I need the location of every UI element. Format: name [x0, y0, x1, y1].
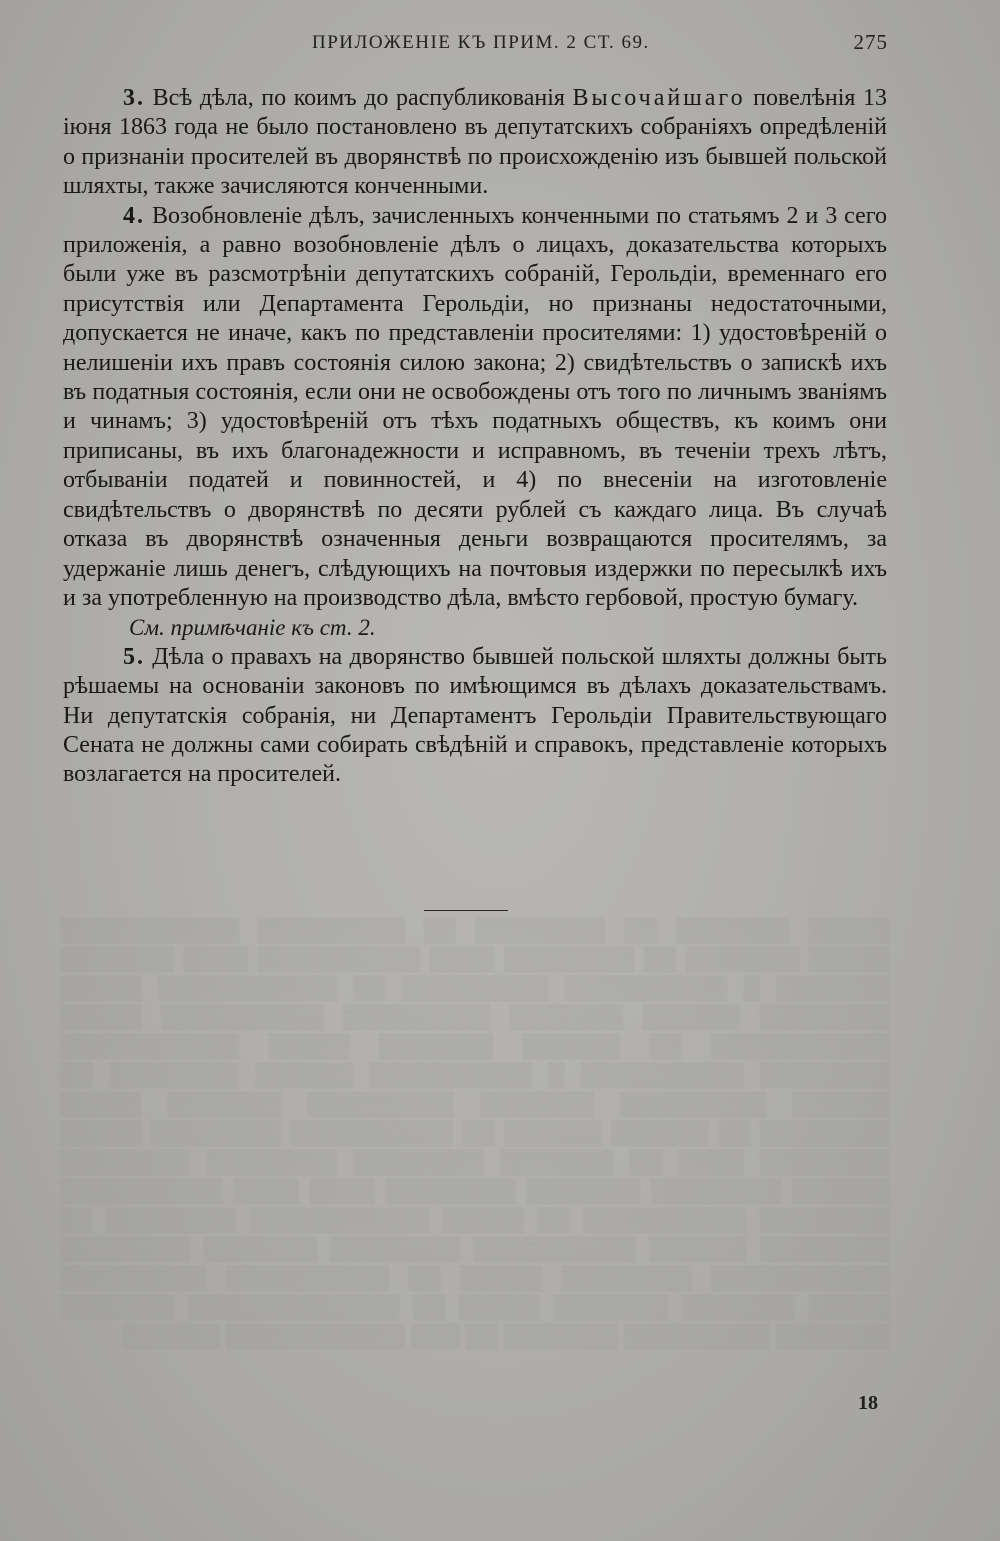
article-text: Дѣла о правахъ на дворянство бывшей польской шляхты должны быть рѣшаемы на основаніи законовъ по имѣющимся въ дѣлахъ доказательствамъ. Ни депутатскія собранія, ни Департаментъ Герольдіи Правительствующаго Сената не должны сами собирать свѣдѣній и справокъ, представленіе которыхъ возлагается на просителей.	[63, 643, 887, 788]
article-text-start: Всѣ дѣла, по коимъ до распубликованія	[152, 85, 573, 111]
article-4	[63, 202, 887, 614]
article-5	[63, 643, 887, 790]
article-number: 4.	[123, 202, 145, 229]
article-text-rest: повелѣнія 13 іюня 1863 года не было постановлено въ депутатскихъ собраніяхъ опредѣленій о признаніи просителей въ дворянствѣ по происхожденію изъ бывшей польской шляхты, также зачисляются конченными.	[63, 85, 887, 200]
end-rule	[424, 910, 508, 911]
article-number: 5.	[123, 643, 145, 670]
page-number: 275	[853, 30, 888, 54]
signature-mark: 18	[858, 1392, 878, 1414]
article-number: 3.	[123, 85, 145, 111]
page-body	[63, 84, 887, 790]
article-3	[63, 84, 887, 202]
running-head: ПРИЛОЖЕНІЕ КЪ ПРИМ. 2 СТ. 69.	[312, 32, 650, 53]
show-through-lines: ▒▒▒▒▒ ▒▒▒▒▒▒▒ ▒▒ ▒▒▒▒▒▒▒▒ ▒▒ ▒▒▒▒▒▒▒▒▒ ▒▒▒▒▒▒▒▒▒▒▒ ▒▒▒▒▒ ▒▒▒▒▒▒▒ ▒▒ ▒▒▒▒▒▒▒▒ ▒▒▒▒ ▒▒▒▒▒▒▒▒▒▒ ▒▒▒▒ ▒▒▒▒▒▒▒ ▒▒▒▒▒▒▒ ▒ ▒▒▒▒▒▒▒▒▒▒ ▒▒▒▒▒▒▒▒▒ ▒▒ ▒▒▒▒▒▒▒▒▒▒▒ ▒▒▒▒▒ ▒▒▒▒▒▒▒▒ ▒▒▒▒▒▒ ▒▒▒▒▒▒▒ ▒▒▒▒▒▒▒▒▒ ▒▒▒▒▒▒▒▒▒▒ ▒▒▒▒▒ ▒▒▒▒▒▒▒▒▒▒▒ ▒▒ ▒▒▒▒▒▒ ▒▒▒▒▒▒▒ ▒▒▒▒▒ ▒▒▒▒▒▒▒▒▒▒▒ ▒▒▒▒▒▒▒▒ ▒▒▒▒▒▒▒▒▒▒ ▒ ▒▒▒▒▒▒▒▒▒▒ ▒▒▒▒▒▒ ▒▒▒▒▒▒▒▒ ▒▒ ▒▒▒▒▒▒ ▒▒▒▒▒▒▒▒▒ ▒▒▒▒▒▒▒ ▒▒▒▒▒▒▒▒▒ ▒▒▒▒▒▒▒ ▒▒▒▒▒ ▒▒▒▒▒▒▒▒ ▒▒ ▒▒▒▒▒▒ ▒▒▒▒▒▒ ▒▒ ▒▒▒▒▒▒▒▒▒▒ ▒▒▒▒▒▒▒▒ ▒▒▒▒▒ ▒▒▒▒▒▒▒▒ ▒▒▒▒ ▒▒ ▒▒▒▒▒▒▒ ▒▒▒▒▒▒▒▒ ▒▒▒▒▒▒▒▒ ▒▒▒▒▒▒▒▒ ▒▒▒▒▒▒ ▒▒▒▒▒▒▒▒ ▒▒▒▒▒▒▒ ▒▒▒▒▒▒▒▒ ▒▒▒▒ ▒▒▒▒ ▒▒▒▒▒▒▒▒▒▒ ▒▒▒▒▒▒▒▒ ▒▒▒▒▒▒▒▒▒▒ ▒▒ ▒▒▒▒▒ ▒▒▒▒▒▒▒▒▒▒▒ ▒▒▒▒▒▒▒▒ ▒▒ ▒▒▒▒▒▒▒▒ ▒▒▒▒▒▒ ▒▒▒▒▒▒▒▒▒▒ ▒▒▒▒▒▒▒▒ ▒▒▒▒▒▒▒ ▒▒▒▒▒▒▒▒ ▒▒▒▒▒▒▒▒▒▒▒ ▒▒▒▒▒▒▒▒ ▒▒▒▒▒ ▒▒ ▒▒▒▒▒▒▒▒▒▒ ▒▒▒▒▒▒▒▒▒ ▒▒▒▒▒ ▒▒▒▒▒▒▒ ▒▒▒▒▒▒▒ ▒▒▒▒▒ ▒▒ ▒▒▒▒▒▒▒▒▒▒▒▒▒ ▒▒▒▒▒▒▒ ▒▒▒▒▒▒▒ ▒▒▒▒▒▒▒▒▒ ▒▒▒▒▒▒▒ ▒▒ ▒▒▒ ▒▒▒▒▒▒▒▒▒▒▒ ▒▒▒▒▒▒	[60, 917, 890, 1348]
article-text: Возобновленіе дѣлъ, зачисленныхъ конченными по статьямъ 2 и 3 сего приложенія, а равно возобновленіе дѣлъ о лицахъ, доказательства которыхъ были уже въ разсмотрѣніи депутатскихъ собраній, Герольдіи, временнаго его присутствія или Департамента Герольдіи, но признаны недостаточными, допускается не иначе, какъ по представленіи просителями: 1) удостовѣреній о нелишеніи ихъ правъ состоянія силою закона; 2) свидѣтельствъ о запискѣ ихъ въ податныя состоянія, если они не освобождены отъ того по личнымъ званіямъ и чинамъ; 3) удостовѣреній отъ тѣхъ податныхъ обществъ, къ коимъ они приписаны, въ ихъ благонадежности и исправномъ, въ теченіи трехъ лѣтъ, отбываніи податей и повинностей, и 4) по внесеніи на изготовленіе свидѣтельствъ о дворянствѣ по десяти рублей съ каждаго лица. Въ случаѣ отказа въ дворянствѣ означенныя деньги возвращаются просителямъ, за удержаніе лишь денегъ, слѣдующихъ на почтовыя издержки по пересылкѣ ихъ и за употребленную на производство дѣла, вмѣсто гербовой, простую бумагу.	[63, 202, 888, 611]
show-through-text	[60, 915, 890, 1350]
cross-reference-note: См. примѣчаніе къ ст. 2.	[129, 615, 376, 641]
page-header	[60, 28, 888, 58]
article-text-spaced: Высочайшаго	[572, 85, 746, 111]
